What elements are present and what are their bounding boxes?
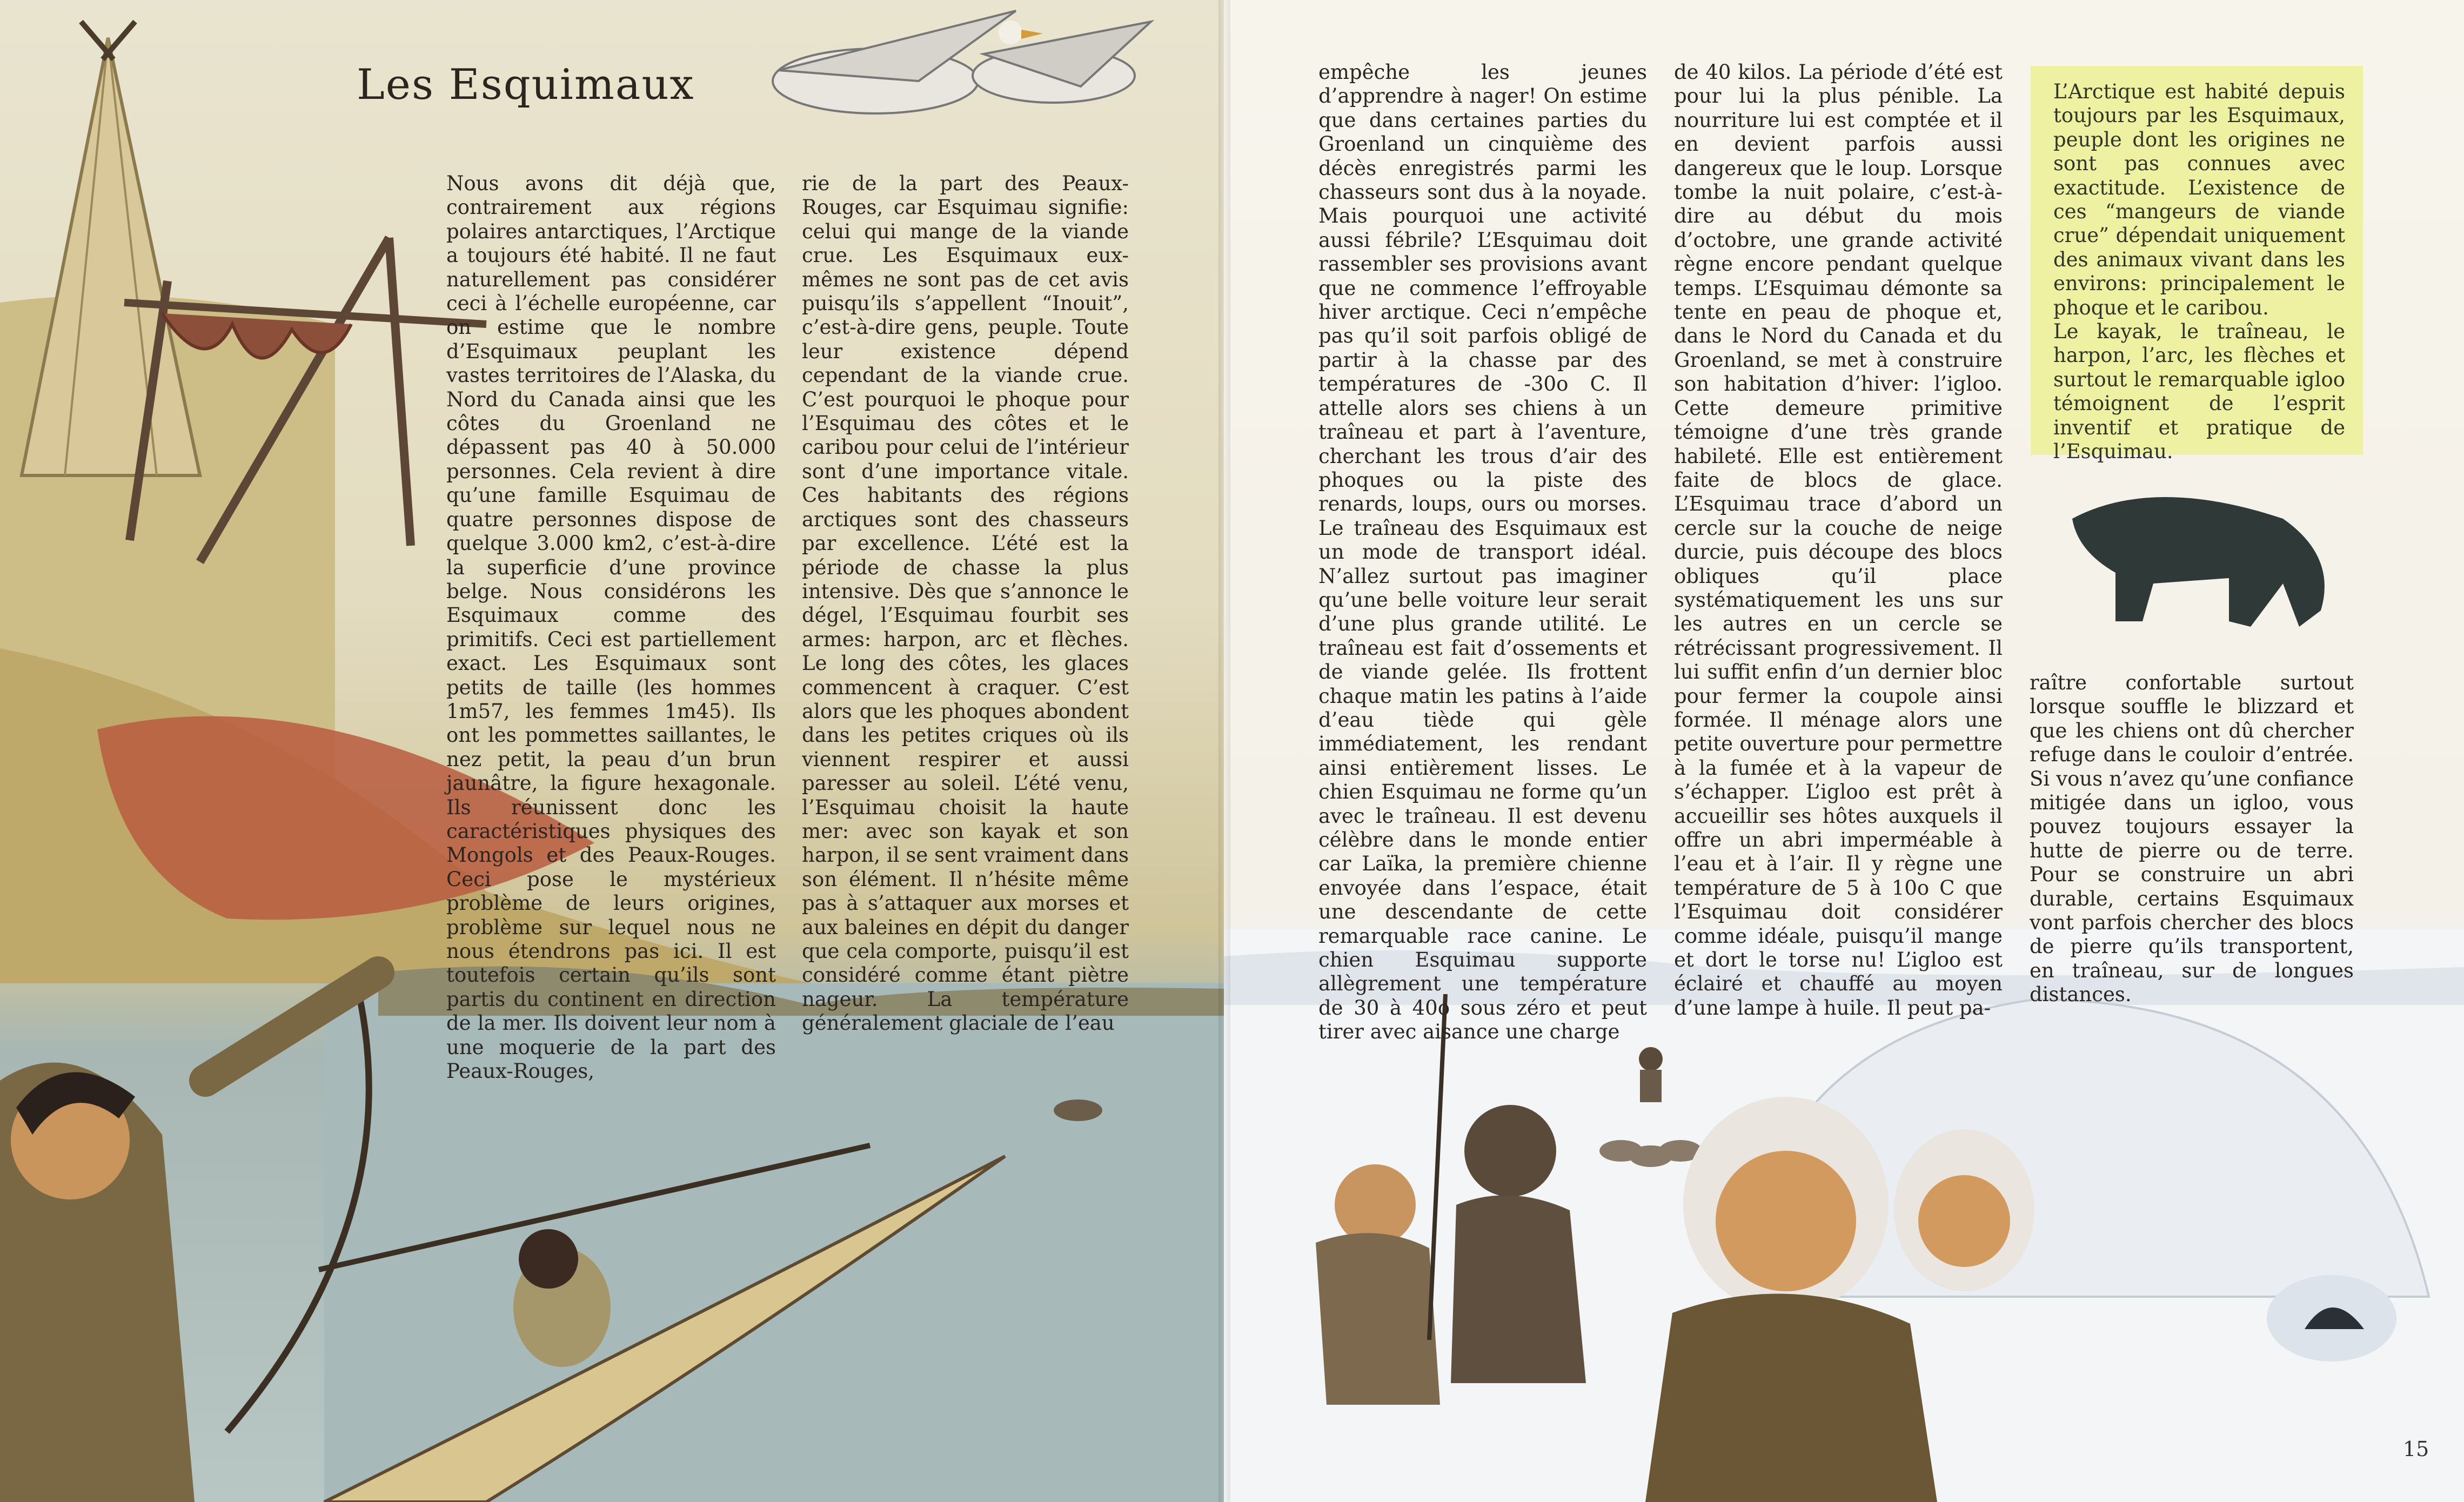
sidebar-paragraph-2: Le kayak, le traîneau, le harpon, l’arc, les flèches et surtout le remarquable igloo témoignent de l’esprit inventif et pratique de l’Esquimau. <box>2053 320 2345 464</box>
column-5-text: raître confortable surtout lorsque souffle le blizzard et que les chiens ont dû chercher refuge dans le couloir d’entrée. Si vous n’avez qu’une confiance mitigée dans un igloo, vous pouvez toujours essayer la hutte de pierre ou de terre. Pour se construire un abri durable, certains Esquimaux vont parfois chercher des blocs de pierre qu’ils transportent, en traîneau, sur de longues distances. <box>2030 671 2354 1007</box>
column-3-text: empêche les jeunes d’apprendre à nager! On estime que dans certaines parties du Groenland un cinquième des décès enregistrés parmi les chasseurs sont dus à la noyade. Mais pourquoi une activité aussi fébrile? L’Esquimau doit rassembler ses provisions avant que ne commence l’effroyable hiver arctique. Ceci n’empêche pas qu’il soit parfois obligé de partir à la chasse par des températures de -30o C. Il attelle alors ses chiens à un traîneau et part à l’aventure, cherchant les trous d’air des phoques ou la piste des renards, loups, ours ou morses. Le traîneau des Esquimaux est un mode de transport idéal. N’allez surtout pas imaginer qu’une belle voiture leur serait d’une plus grande utilité. Le traîneau est fait d’ossements et de viande gelée. Ils frottent chaque matin les patins à l’aide d’eau tiède qui gèle immédiatement, les rendant ainsi entièrement lisses. Le chien Esquimau ne forme qu’un avec le traîneau. Il est devenu célèbre dans le monde entier car Laïka, la première chienne envoyée dans l’espace, était une descendante de cette remarquable race canine. Le chien Esquimau supporte allègrement une température de 30 à 40o sous zéro et peut tirer avec aisance une charge <box>1318 61 1647 1044</box>
left-page <box>0 0 1224 1502</box>
text-column-1 <box>446 172 776 1083</box>
geese-illustration <box>773 11 1151 113</box>
text-column-2 <box>802 172 1129 1036</box>
book-gutter <box>1218 0 1230 1502</box>
page-title: Les Esquimaux <box>357 61 695 109</box>
text-column-4 <box>1674 61 2003 1020</box>
text-column-3 <box>1318 61 1647 1044</box>
seal-in-water-illustration <box>1054 1099 1102 1121</box>
sidebar-summary-text <box>2053 80 2345 464</box>
page-number: 15 <box>2403 1437 2429 1461</box>
column-4-text: de 40 kilos. La période d’été est pour lui la plus pénible. La nourriture lui est comptée et il en devient parfois aussi dangereux que le loup. Lorsque tombe la nuit polaire, c’est-à-dire au début du mois d’octobre, une grande activité règne encore pendant quelque temps. L’Esquimau démonte sa tente en peau de phoque et, dans le Nord du Canada et du Groenland, se met à construire son habitation d’hiver: l’igloo. Cette demeure primitive témoigne d’une très grande habileté. Elle est entièrement faite de blocs de glace. L’Esquimau trace d’abord un cercle sur la couche de neige durcie, puis découpe des blocs obliques qu’il place systématiquement les uns sur les autres en un cercle se rétrécissant progressivement. Il lui suffit enfin d’un dernier bloc pour fermer la coupole ainsi formée. Il ménage alors une petite ouverture pour permettre à la fumée et à la vapeur de s’échapper. L’igloo est prêt à accueillir ses hôtes auxquels il offre un abri imperméable à l’eau et à l’air. Il y règne une température de 5 à 10o C que l’Esquimau doit considérer comme idéale, puisqu’il mange et dort le torse nu! L’igloo est éclairé et chauffé au moyen d’une lampe à huile. Il peut pa- <box>1674 61 2003 1020</box>
right-page <box>1224 0 2464 1502</box>
column-2-text: rie de la part des Peaux-Rouges, car Esquimau signifie: celui qui mange de la viande crue. Les Esquimaux eux-mêmes ne sont pas de cet avis puisqu’ils s’appellent “Inouit”, c’est-à-dire gens, peuple. Toute leur existence dépend cependant de la viande crue. C’est pourquoi le phoque pour l’Esquimau des côtes et le caribou pour celui de l’intérieur sont d’une importance vitale. Ces habitants des régions arctiques sont des chasseurs par excellence. L’été est la période de chasse la plus intensive. Dès que s’annonce le dégel, l’Esquimau fourbit ses armes: harpon, arc et flèches. Le long des côtes, les glaces commencent à craquer. C’est alors que les phoques abondent dans les petites criques où ils viennent respirer et aussi paresser au soleil. L’été venu, l’Esquimau choisit la haute mer: avec son kayak et son harpon, il se sent vraiment dans son élément. Il n’hésite même pas à s’attaquer aux morses et aux baleines en dépit du danger que cela comporte, puisqu’il est considéré comme étant piètre nageur. La température généralement glaciale de l’eau <box>802 172 1129 1035</box>
polar-bear-carving-illustration <box>2072 497 2325 627</box>
sidebar-paragraph-1: L’Arctique est habité depuis toujours par les Esquimaux, peuple dont les origines ne sont pas connues avec exactitude. L’existence de ces “mangeurs de viande crue” dépendait uniquement des animaux vivant dans les environs: principalement le phoque et le caribou. <box>2053 80 2345 319</box>
text-column-5 <box>2030 671 2354 1007</box>
column-1-text: Nous avons dit déjà que, contrairement aux régions polaires antarctiques, l’Arctique a toujours été habité. Il ne faut naturellement pas considérer ceci à l’échelle européenne, car on estime que le nombre d’Esquimaux peuplant les vastes territoires de l’Alaska, du Nord du Canada ainsi que les côtes du Groenland ne dépassent pas 40 à 50.000 personnes. Cela revient à dire qu’une famille Esquimau de quatre personnes dispose de quelque 3.000 km2, c’est-à-dire la superficie d’une province belge. Nous considérons les Esquimaux comme des primitifs. Ceci est partiellement exact. Les Esquimaux sont petits de taille (les hommes 1m57, les femmes 1m45). Ils ont les pommettes saillantes, le nez petit, la peau d’un brun jaunâtre, la figure hexagonale. Ils réunissent donc les caractéristiques physiques des Mongols et des Peaux-Rouges. Ceci pose le mystérieux problème de leurs origines, problème sur lequel nous ne nous étendrons pas ici. Il est toutefois certain qu’ils sont partis du continent en direction de la mer. Ils doivent leur nom à une moquerie de la part des Peaux-Rouges, <box>446 172 776 1083</box>
hunter-with-bow-illustration <box>0 973 378 1502</box>
